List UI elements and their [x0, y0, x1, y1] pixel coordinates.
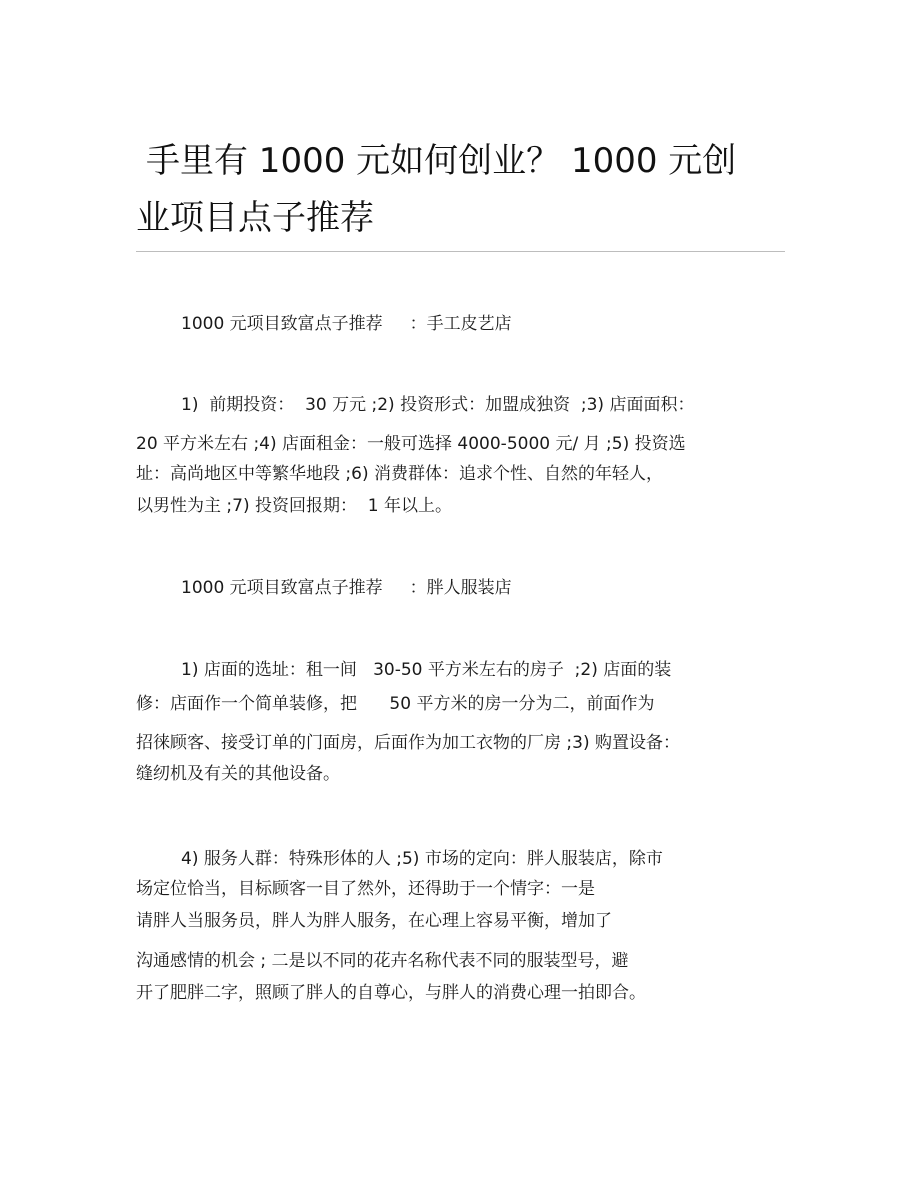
paragraph-line: 以男性为主 ;7) 投资回报期： 1 年以上。: [136, 496, 453, 516]
paragraph-line: 请胖人当服务员，胖人为胖人服务，在心理上容易平衡，增加了: [136, 911, 612, 931]
title-divider: [136, 251, 785, 252]
paragraph-line: 场定位恰当，目标顾客一目了然外，还得助于一个情字：一是: [136, 879, 595, 899]
paragraph-line: 沟通感情的机会 ; 二是以不同的花卉名称代表不同的服装型号，避: [136, 951, 629, 971]
section-heading-plus-size-shop: 1000 元项目致富点子推荐 ：胖人服装店: [181, 578, 512, 598]
paragraph-line: 20 平方米左右 ;4) 店面租金：一般可选择 4000-5000 元/ 月 ;5) 投资选: [136, 434, 686, 454]
paragraph-line: 开了肥胖二字，照顾了胖人的自尊心，与胖人的消费心理一拍即合。: [136, 983, 646, 1003]
section-heading-leather-shop: 1000 元项目致富点子推荐 ：手工皮艺店: [181, 314, 512, 334]
page-title: [136, 133, 786, 247]
paragraph-line: 缝纫机及有关的其他设备。: [136, 764, 340, 784]
title-line-2: 业项目点子推荐: [136, 198, 374, 238]
paragraph-line: 1) 店面的选址：租一间 30-50 平方米左右的房子 ;2) 店面的装: [181, 660, 672, 680]
paragraph-line: 招徕顾客、接受订单的门面房，后面作为加工衣物的厂房 ;3) 购置设备：: [136, 733, 680, 753]
paragraph-line: 址：高尚地区中等繁华地段 ;6) 消费群体：追求个性、自然的年轻人，: [136, 464, 663, 484]
title-line-1: 手里有 1000 元如何创业？ 1000 元创: [146, 141, 737, 181]
paragraph-line: 4) 服务人群：特殊形体的人 ;5) 市场的定向：胖人服装店，除市: [181, 849, 663, 869]
paragraph-line: 修：店面作一个简单装修，把 50 平方米的房一分为二，前面作为: [136, 694, 655, 714]
paragraph-line: 1) 前期投资： 30 万元 ;2) 投资形式：加盟成独资 ;3) 店面面积：: [181, 395, 695, 415]
